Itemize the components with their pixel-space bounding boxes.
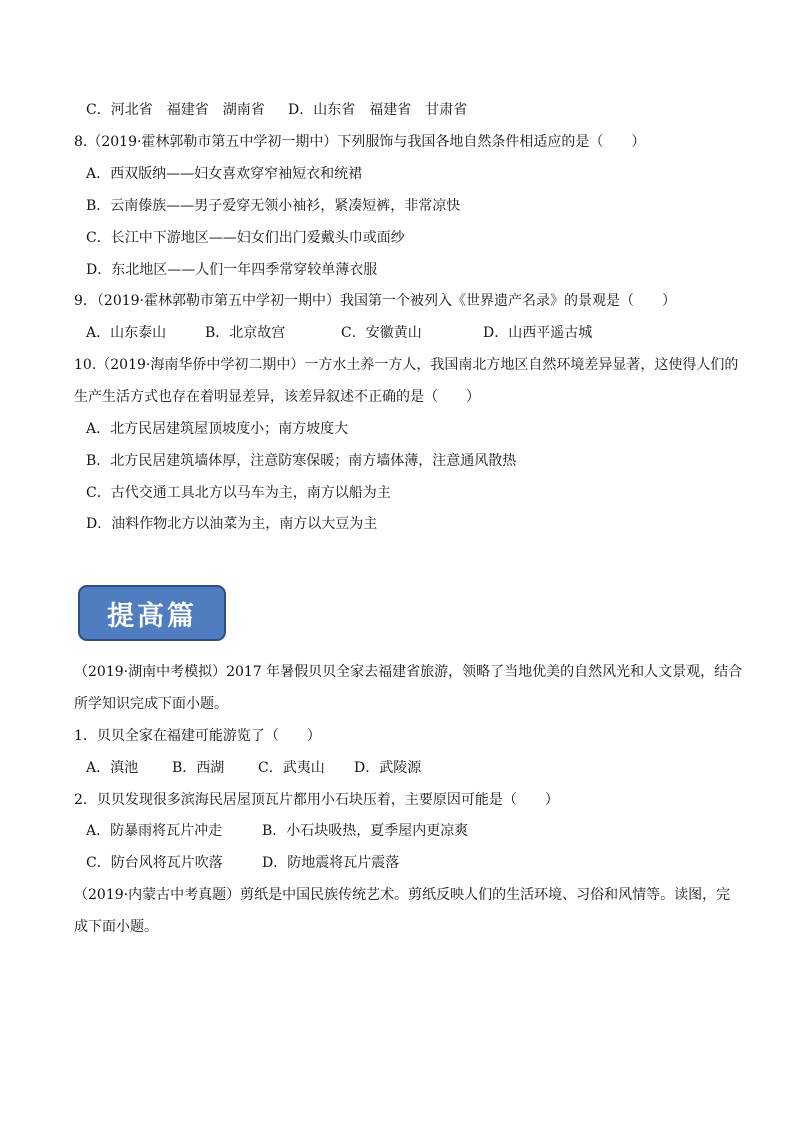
q9-options [86, 324, 592, 342]
q10-stem-line2: 生产生活方式也存在着明显差异，该差异叙述不正确的是（ ） [74, 389, 480, 405]
section-badge [78, 585, 226, 641]
intro2-line2: 成下面小题。 [74, 919, 158, 935]
p1-option-b: B．西湖 [172, 760, 225, 776]
q8-option-b: B．云南傣族——男子爱穿无领小袖衫，紧凑短裤，非常凉快 [86, 198, 461, 214]
p2-option-c: C．防台风将瓦片吹落 [86, 855, 223, 871]
p2-options-cd [86, 854, 399, 872]
q10-option-d: D．油料作物北方以油菜为主，南方以大豆为主 [86, 516, 378, 532]
q8-option-d: D．东北地区——人们一年四季常穿较单薄衣服 [86, 262, 378, 278]
p1-option-a: A．滇池 [86, 760, 139, 776]
q8-option-a: A．西双版纳——妇女喜欢穿窄袖短衣和统裙 [86, 166, 363, 182]
p1-stem: 1．贝贝全家在福建可能游览了（ ） [74, 728, 321, 744]
q7-options-cd [86, 101, 467, 119]
q7-option-d: D．山东省 福建省 甘肃省 [288, 102, 468, 118]
p2-options-ab [86, 822, 468, 840]
section-title: 提高篇 [107, 600, 197, 632]
q8-option-c: C．长江中下游地区——妇女们出门爱戴头巾或面纱 [86, 230, 405, 246]
intro1-line1: （2019·湖南中考模拟）2017 年暑假贝贝全家去福建省旅游，领略了当地优美的自然风光和人文景观，结合 [74, 664, 743, 680]
p2-stem: 2．贝贝发现很多滨海民居屋顶瓦片都用小石块压着，主要原因可能是（ ） [74, 792, 559, 808]
p2-option-d: D．防地震将瓦片震落 [262, 855, 400, 871]
q9-option-d: D．山西平遥古城 [483, 325, 593, 341]
q9-option-c: C．安徽黄山 [341, 325, 422, 341]
q7-option-c: C．河北省 福建省 湖南省 [86, 102, 265, 118]
intro2-line1: （2019·内蒙古中考真题）剪纸是中国民族传统艺术。剪纸反映人们的生活环境、习俗和风情等。读图，完 [74, 887, 731, 903]
p2-option-a: A．防暴雨将瓦片冲走 [86, 823, 223, 839]
intro1-line2: 所学知识完成下面小题。 [74, 696, 228, 712]
q10-stem-line1: 10.（2019·海南华侨中学初二期中）一方水土养一方人，我国南北方地区自然环境差异显著，这使得人们的 [74, 357, 739, 373]
p1-option-c: C．武夷山 [258, 760, 325, 776]
q10-option-c: C．古代交通工具北方以马车为主，南方以船为主 [86, 485, 391, 501]
p1-options [86, 759, 421, 777]
q8-stem: 8.（2019·霍林郭勒市第五中学初一期中）下列服饰与我国各地自然条件相适应的是（ ） [74, 134, 646, 150]
q10-option-a: A．北方民居建筑屋顶坡度小；南方坡度大 [86, 421, 349, 437]
p2-option-b: B．小石块吸热，夏季屋内更凉爽 [262, 823, 469, 839]
q9-option-a: A．山东泰山 [86, 325, 167, 341]
p1-option-d: D．武陵源 [354, 760, 422, 776]
q9-option-b: B．北京故宫 [205, 325, 286, 341]
q9-stem: 9．（2019·霍林郭勒市第五中学初一期中）我国第一个被列入《世界遗产名录》的景观是（ ） [74, 293, 676, 309]
q10-option-b: B．北方民居建筑墙体厚，注意防寒保暖；南方墙体薄，注意通风散热 [86, 453, 517, 469]
